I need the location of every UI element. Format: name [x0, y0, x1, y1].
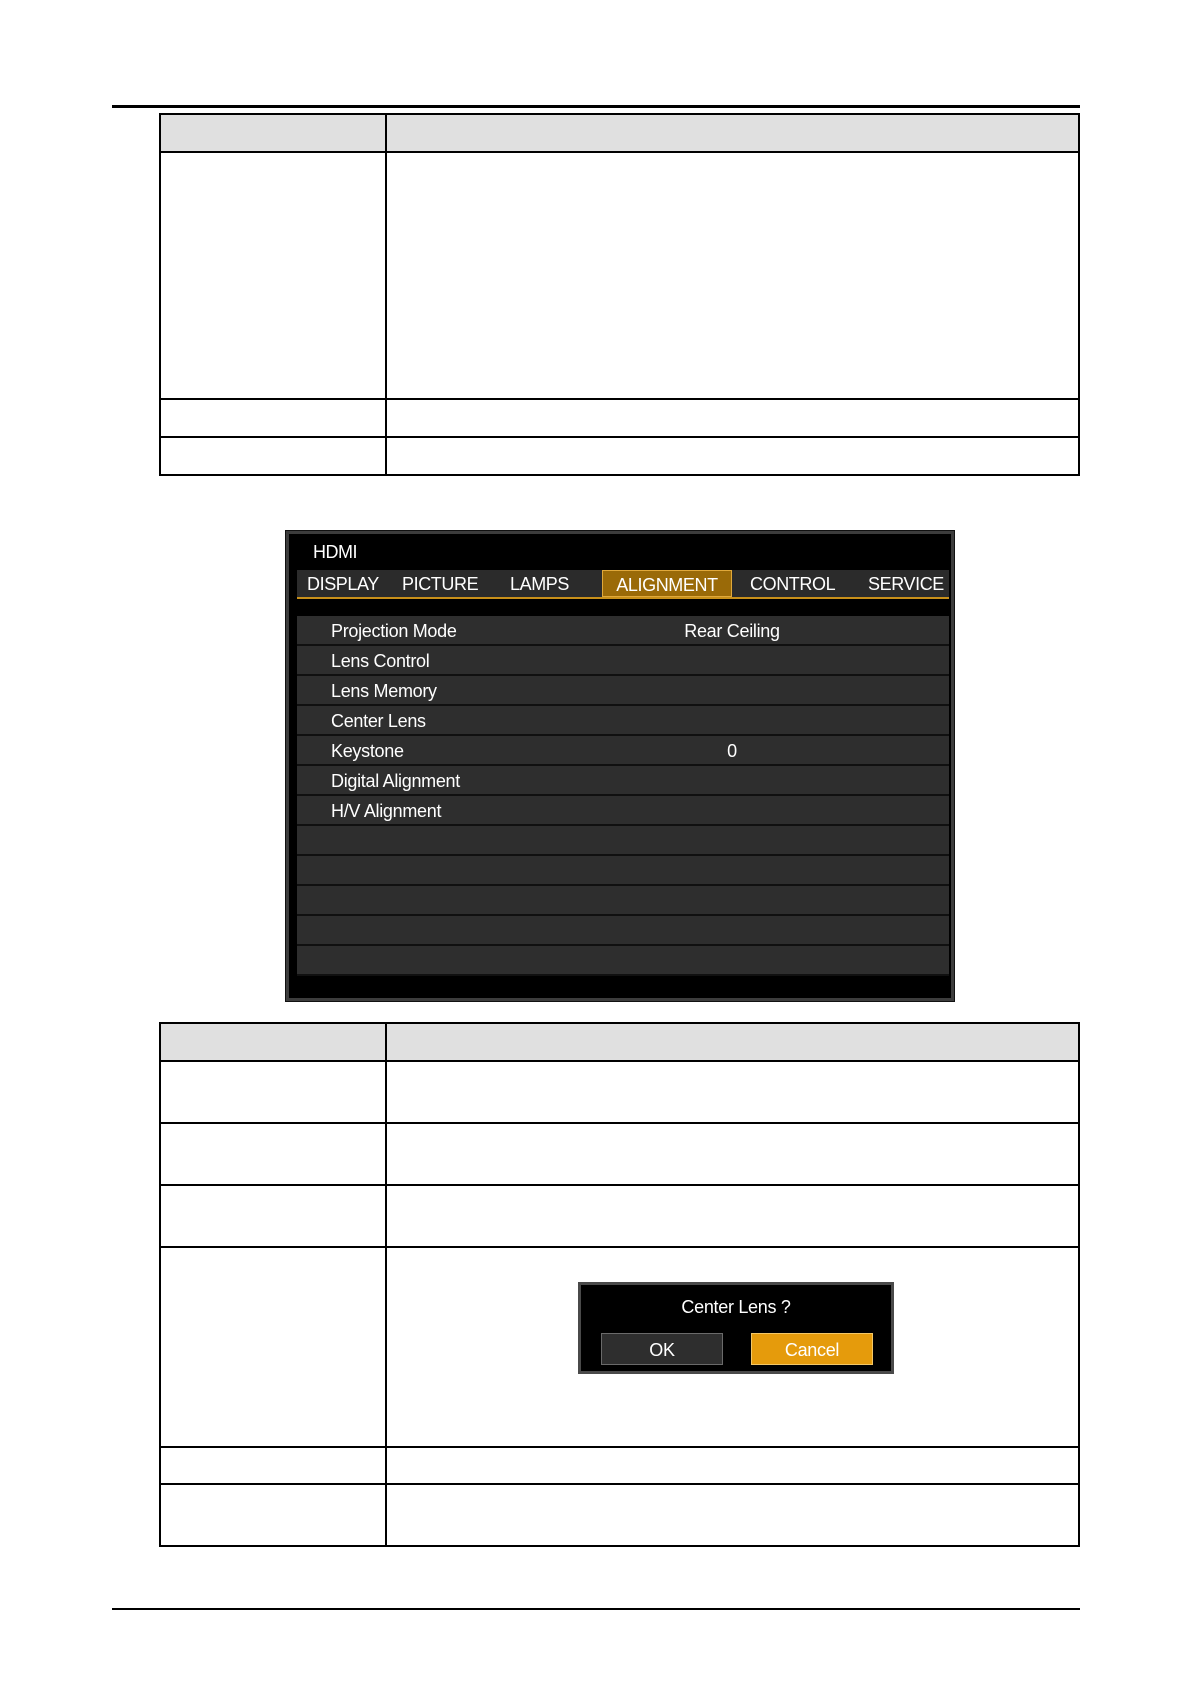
cancel-button[interactable]: Cancel — [751, 1333, 873, 1365]
tab-control[interactable]: CONTROL — [750, 574, 836, 594]
table-header-cell — [386, 1023, 1079, 1061]
header-rule — [112, 105, 1080, 108]
table-cell — [386, 1185, 1079, 1247]
tab-service[interactable]: SERVICE — [868, 574, 944, 594]
table-cell — [160, 152, 386, 399]
menu-item-label: Keystone — [331, 741, 404, 761]
table-cell — [160, 1185, 386, 1247]
table-cell — [386, 1447, 1079, 1484]
menu-item-projection-mode[interactable] — [297, 616, 949, 646]
center-lens-dialog — [578, 1282, 894, 1374]
menu-item-label: H/V Alignment — [331, 801, 442, 821]
table-header-cell — [386, 114, 1079, 152]
table-cell — [386, 1061, 1079, 1123]
footer-rule — [112, 1608, 1080, 1610]
table-cell — [160, 1447, 386, 1484]
menu-item-lens-memory[interactable] — [297, 676, 949, 706]
table-cell — [386, 152, 1079, 399]
empty-menu-row — [297, 916, 949, 946]
empty-menu-row — [297, 826, 949, 856]
tab-alignment[interactable]: ALIGNMENT — [602, 570, 732, 597]
table-cell — [160, 1247, 386, 1447]
menu-item-value: Rear Ceiling — [684, 621, 780, 641]
menu-item-digital-alignment[interactable] — [297, 766, 949, 796]
table-header-cell — [160, 1023, 386, 1061]
osd-source-title: HDMI — [313, 542, 357, 562]
tab-picture[interactable]: PICTURE — [402, 574, 479, 594]
dialog-question: Center Lens ? — [681, 1297, 791, 1317]
osd-menu-list — [297, 616, 949, 976]
table-cell — [386, 1123, 1079, 1185]
menu-item-label: Digital Alignment — [331, 771, 460, 791]
osd-menu — [286, 531, 954, 1001]
menu-item-label: Projection Mode — [331, 621, 457, 641]
table-cell — [160, 1123, 386, 1185]
menu-item-value: 0 — [727, 741, 737, 761]
menu-item-center-lens[interactable] — [297, 706, 949, 736]
spec-table-top — [159, 113, 1080, 476]
tab-lamps[interactable]: LAMPS — [510, 574, 570, 594]
ok-button[interactable]: OK — [601, 1333, 723, 1365]
empty-menu-row — [297, 886, 949, 916]
empty-menu-row — [297, 946, 949, 976]
table-cell — [386, 399, 1079, 437]
empty-menu-row — [297, 856, 949, 886]
menu-item-keystone[interactable] — [297, 736, 949, 766]
table-header-cell — [160, 114, 386, 152]
table-cell — [386, 437, 1079, 475]
menu-item-label: Lens Control — [331, 651, 430, 671]
menu-item-label: Lens Memory — [331, 681, 437, 701]
table-cell — [160, 1061, 386, 1123]
osd-tab-bar — [297, 570, 949, 599]
menu-item-lens-control[interactable] — [297, 646, 949, 676]
menu-item-h-v-alignment[interactable] — [297, 796, 949, 826]
table-cell — [160, 399, 386, 437]
tab-display[interactable]: DISPLAY — [307, 574, 379, 594]
table-cell — [160, 1484, 386, 1546]
menu-item-label: Center Lens — [331, 711, 426, 731]
table-cell — [386, 1484, 1079, 1546]
table-cell — [160, 437, 386, 475]
